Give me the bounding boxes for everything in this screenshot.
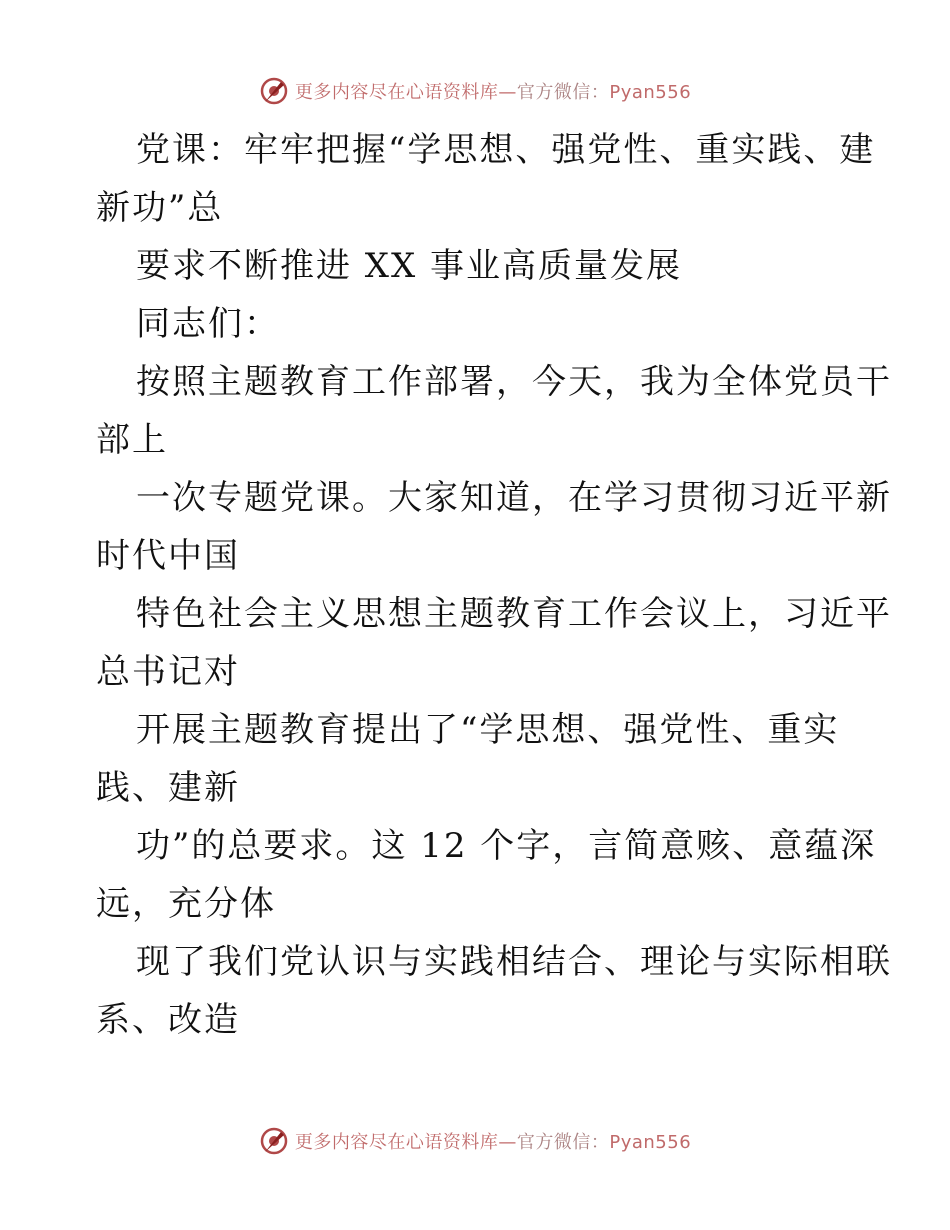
- text-line: 同志们：: [136, 304, 280, 344]
- text-line: 系、改造: [96, 1000, 240, 1040]
- watermark-text: 更多内容尽在心语资料库—官方微信：Pyan556: [294, 82, 692, 103]
- text-line: 一次专题党课。大家知道，在学习贯彻习近平新: [136, 478, 892, 518]
- text-line: 要求不断推进 XX 事业高质量发展: [136, 246, 683, 286]
- quill-logo-icon: [259, 1126, 289, 1156]
- watermark-text: 更多内容尽在心语资料库—官方微信：Pyan556: [294, 1132, 692, 1153]
- text-line: 时代中国: [96, 536, 240, 576]
- watermark-banner-top: [0, 71, 950, 111]
- watermark-banner-bottom: [0, 1121, 950, 1161]
- text-line: 总书记对: [96, 652, 240, 692]
- document-body: [96, 121, 892, 1049]
- text-line: 功”的总要求。这 12 个字，言简意赅、意蕴深: [136, 826, 877, 866]
- text-line: 现了我们党认识与实践相结合、理论与实际相联: [136, 942, 892, 982]
- text-line: 开展主题教育提出了“学思想、强党性、重实: [136, 710, 840, 750]
- text-line: 按照主题教育工作部署，今天，我为全体党员干: [136, 362, 892, 402]
- text-line: 践、建新: [96, 768, 240, 808]
- text-line: 远，充分体: [96, 884, 276, 924]
- text-line: 新功”总: [96, 188, 224, 228]
- text-line: 部上: [96, 420, 168, 460]
- text-line: 特色社会主义思想主题教育工作会议上，习近平: [136, 594, 892, 634]
- quill-logo-icon: [259, 76, 289, 106]
- text-line: 党课：牢牢把握“学思想、强党性、重实践、建: [136, 130, 876, 170]
